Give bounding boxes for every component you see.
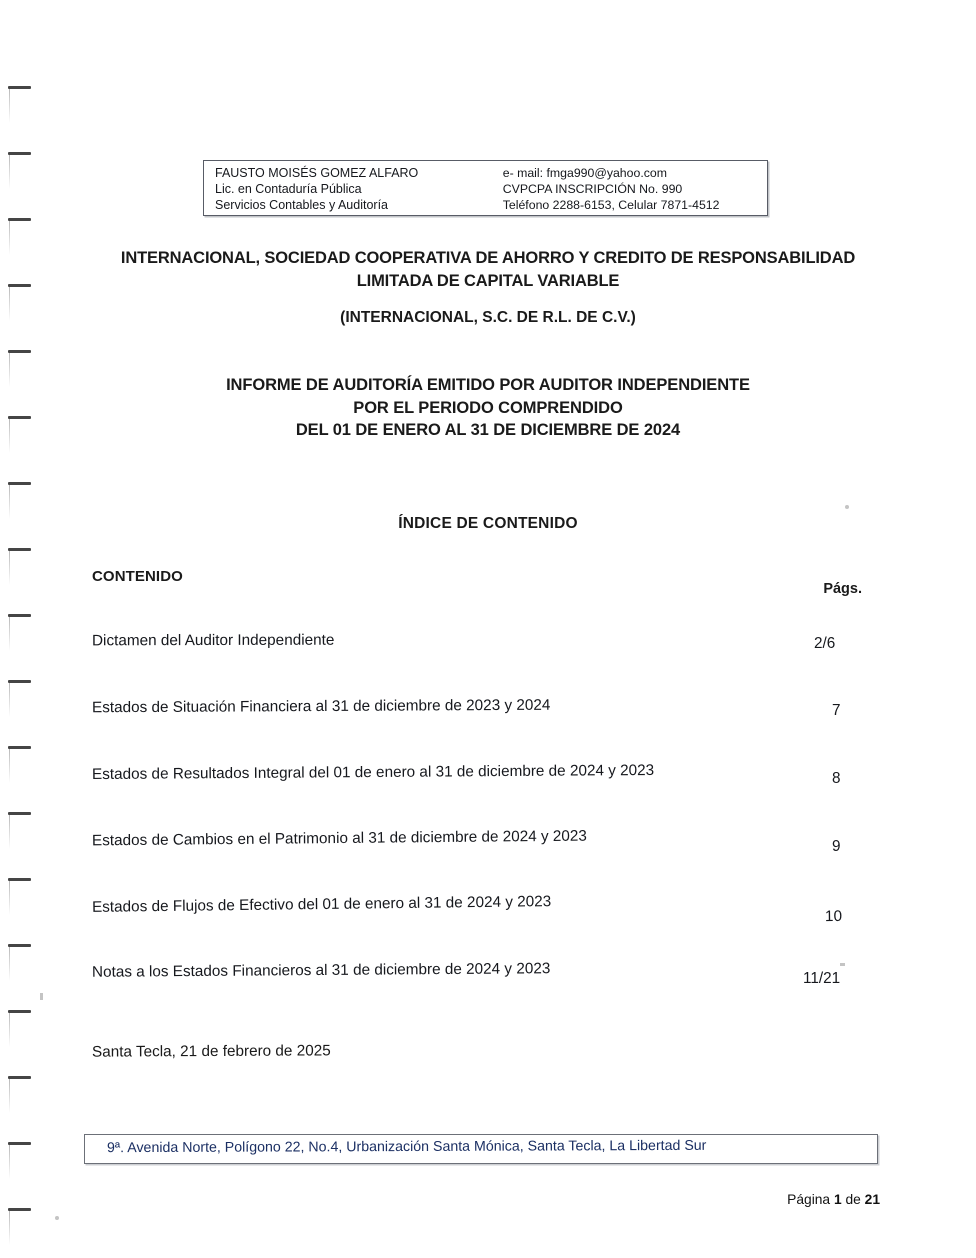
index-heading: ÍNDICE DE CONTENIDO	[398, 515, 578, 532]
toc-entry	[91, 827, 892, 896]
toc-entry-page: 8	[832, 770, 841, 787]
toc-entry-page: 9	[832, 838, 841, 855]
toc-entry	[92, 698, 892, 764]
current-page-number: 1	[833, 1192, 842, 1207]
column-header-pages: Págs.	[823, 581, 862, 597]
entity-name-line-1: INTERNACIONAL, SOCIEDAD COOPERATIVA DE AHORRO Y CREDITO DE RESPONSABILIDAD	[120, 249, 856, 267]
column-header-content: CONTENIDO	[92, 568, 183, 585]
toc-entry	[92, 962, 892, 1028]
page-label-prefix: Página	[787, 1192, 834, 1207]
auditor-phone: Teléfono 2288-6153, Celular 7871-4512	[502, 198, 720, 213]
report-title-line-1: INFORME DE AUDITORÍA EMITIDO POR AUDITOR INDEPENDIENTE	[226, 376, 750, 394]
auditor-name: FAUSTO MOISÉS GOMEZ ALFARO	[215, 166, 419, 180]
scan-speck	[845, 505, 849, 509]
entity-short-name: (INTERNACIONAL, S.C. DE R.L. DE C.V.)	[340, 309, 636, 326]
address-footer-box	[84, 1134, 878, 1164]
page-label-middle: de	[841, 1192, 865, 1207]
toc-entry	[92, 632, 892, 698]
total-page-count: 21	[864, 1192, 880, 1207]
toc-entry-page: 2/6	[814, 635, 836, 652]
toc-entry-title: Estados de Situación Financiera al 31 de diciembre de 2023 y 2024	[91, 696, 551, 717]
toc-entry	[91, 761, 892, 830]
letterhead-box	[203, 160, 768, 216]
toc-entry-title: Estados de Resultados Integral del 01 de enero al 31 de diciembre de 2024 y 2023	[91, 761, 655, 784]
auditor-registration: CVPCPA INSCRIPCIÓN No. 990	[502, 182, 683, 197]
toc-entry-title: Dictamen del Auditor Independiente	[91, 631, 335, 650]
toc-entry	[91, 893, 892, 962]
report-title-line-3: DEL 01 DE ENERO AL 31 DE DICIEMBRE DE 2024	[295, 421, 681, 439]
toc-entry-page: 7	[832, 702, 841, 719]
place-and-date: Santa Tecla, 21 de febrero de 2025	[91, 1042, 331, 1061]
index-column-headers	[92, 568, 884, 597]
toc-entry-page: 10	[824, 907, 843, 926]
toc-entry-title: Estados de Cambios en el Patrimonio al 31 de diciembre de 2024 y 2023	[91, 827, 587, 850]
office-address: 9ª. Avenida Norte, Polígono 22, No.4, Urbanización Santa Mónica, Santa Tecla, La Libertad Sur	[106, 1137, 707, 1157]
report-title	[0, 374, 976, 442]
binding-edge-artifacts	[0, 0, 46, 1258]
table-of-contents	[92, 632, 892, 1028]
page-number-footer	[787, 1192, 880, 1207]
auditor-credential: Lic. en Contaduría Pública	[215, 182, 362, 197]
entity-name-line-2: LIMITADA DE CAPITAL VARIABLE	[356, 272, 620, 290]
report-title-line-2: POR EL PERIODO COMPRENDIDO	[353, 398, 623, 417]
entity-name	[0, 247, 976, 293]
letterhead-left-column	[204, 161, 497, 215]
auditor-email: e- mail: fmga990@yahoo.com	[502, 166, 667, 180]
letterhead-right-column	[497, 161, 767, 215]
toc-entry-title: Notas a los Estados Financieros al 31 de diciembre de 2024 y 2023	[91, 960, 551, 981]
toc-entry-title: Estados de Flujos de Efectivo del 01 de enero al 31 de 2024 y 2023	[91, 893, 552, 916]
auditor-services: Servicios Contables y Auditoría	[215, 198, 389, 213]
toc-entry-page: 11/21	[803, 970, 841, 987]
